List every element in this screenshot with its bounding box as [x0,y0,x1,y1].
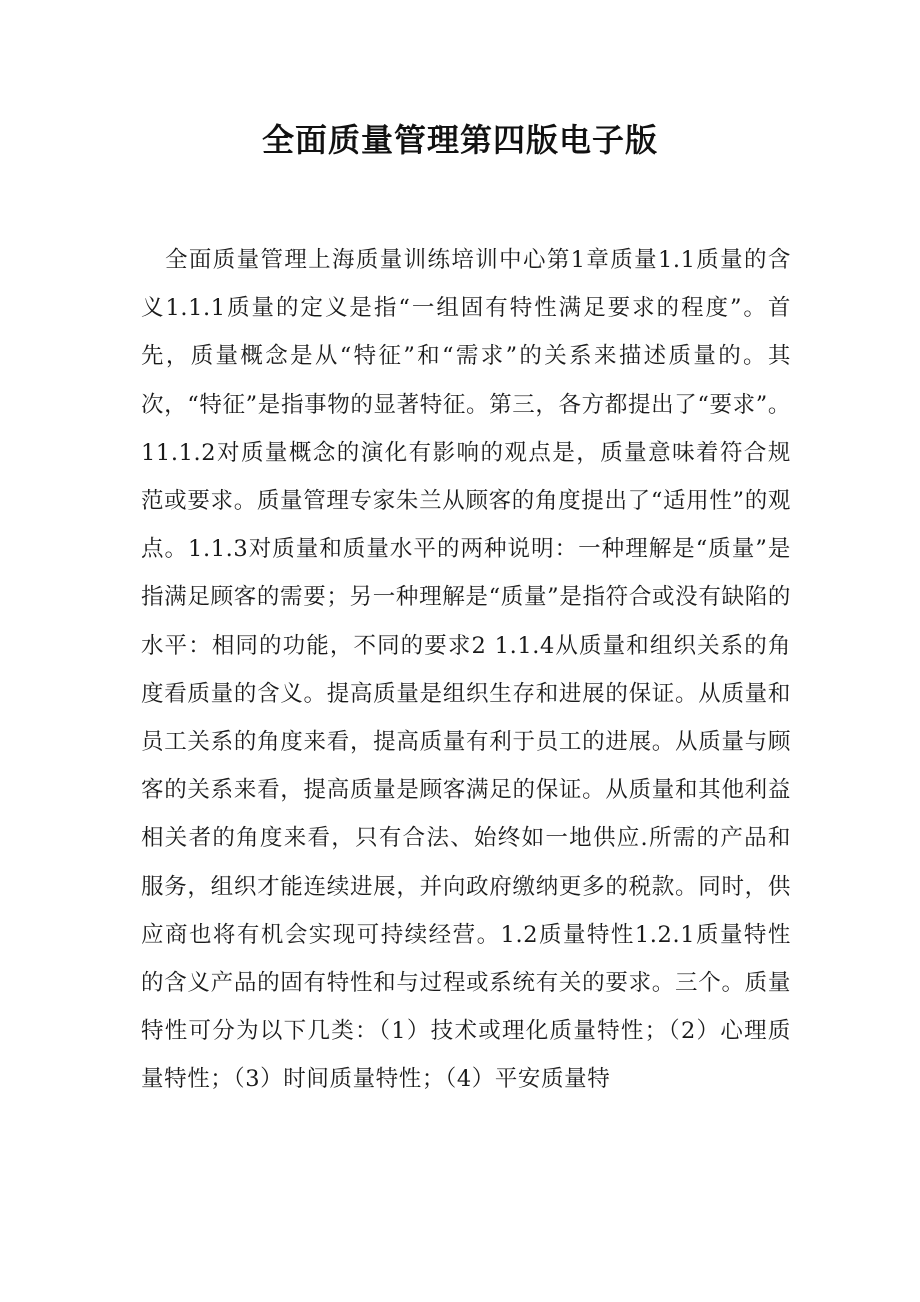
document-title: 全面质量管理第四版电子版 [261,121,658,159]
document-body-paragraph: 全面质量管理上海质量训练培训中心第1章质量1.1质量的含义1.1.1质量的定义是指“一组固有特性满足要求的程度”。首先，质量概念是从“特征”和“需求”的关系来描述质量的。其次，“特征”是指事物的显著特征。第三，各方都提出了“要求”。11.1.2对质量概念的演化有影响的观点是，质量意味着符合规范或要求。质量管理专家朱兰从顾客的角度提出了“适用性”的观点。1.1.3对质量和质量水平的两种说明：一种理解是“质量”是指满足顾客的需要；另一种理解是“质量”是指符合或没有缺陷的水平：相同的功能，不同的要求2 1.1.4从质量和组织关系的角度看质量的含义。提高质量是组织生存和进展的保证。从质量和员工关系的角度来看，提高质量有利于员工的进展。从质量与顾客的关系来看，提高质量是顾客满足的保证。从质量和其他利益相关者的角度来看，只有合法、始终如一地供应.所需的产品和服务，组织才能连续进展，并向政府缴纳更多的税款。同时，供应商也将有机会实现可持续经营。1.2质量特性1.2.1质量特性的含义产品的固有特性和与过程或系统有关的要求。三个。质量特性可分为以下几类：（1）技术或理化质量特性；（2）心理质量特性；（3）时间质量特性；（4）平安质量特 [141,247,791,1093]
